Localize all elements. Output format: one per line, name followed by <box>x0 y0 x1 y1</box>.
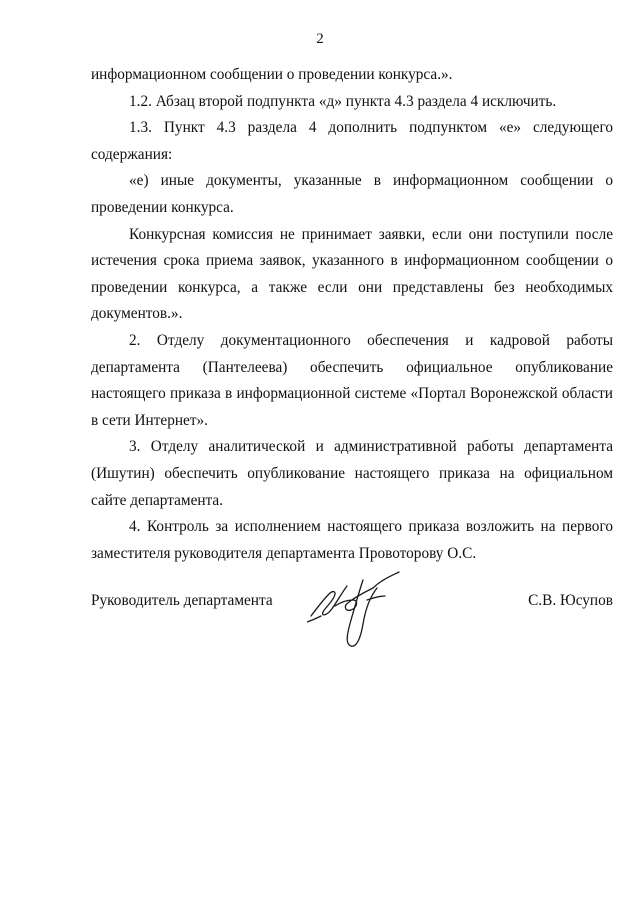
paragraph-subitem-e: «е) иные документы, указанные в информационном сообщении о проведении конкурса. <box>91 172 613 216</box>
paragraph-2: 2. Отделу документационного обеспечения и кадровой работы департамента (Пантелеева) обеспечить официальное опубликование настоящего приказа в информационной системе «Портал Воронежской области в сети Интернет». <box>91 331 613 429</box>
signature-block <box>91 592 613 652</box>
document-body <box>91 62 613 567</box>
paragraph-1-2: 1.2. Абзац второй подпункта «д» пункта 4.3 раздела 4 исключить. <box>129 92 557 110</box>
paragraph-4: 4. Контроль за исполнением настоящего приказа возложить на первого заместителя руководителя департамента Провоторову О.С. <box>91 518 613 562</box>
paragraph-commission: Конкурсная комиссия не принимает заявки, если они поступили после истечения срока приема заявок, указанного в информационном сообщении о проведении конкурса, а также если они представлены без необходимых документов.». <box>91 225 613 323</box>
signer-title: Руководитель департамента <box>91 592 273 609</box>
paragraph-3: 3. Отделу аналитической и административной работы департамента (Ишутин) обеспечить опубликование настоящего приказа на официальном сайте департамента. <box>91 438 613 509</box>
signer-name: С.В. Юсупов <box>528 592 613 609</box>
page-number: 2 <box>316 31 324 47</box>
paragraph-continuation: информационном сообщении о проведении конкурса.». <box>91 66 453 83</box>
paragraph-1-3: 1.3. Пункт 4.3 раздела 4 дополнить подпунктом «е» следующего содержания: <box>91 119 613 163</box>
handwritten-signature <box>307 570 417 650</box>
